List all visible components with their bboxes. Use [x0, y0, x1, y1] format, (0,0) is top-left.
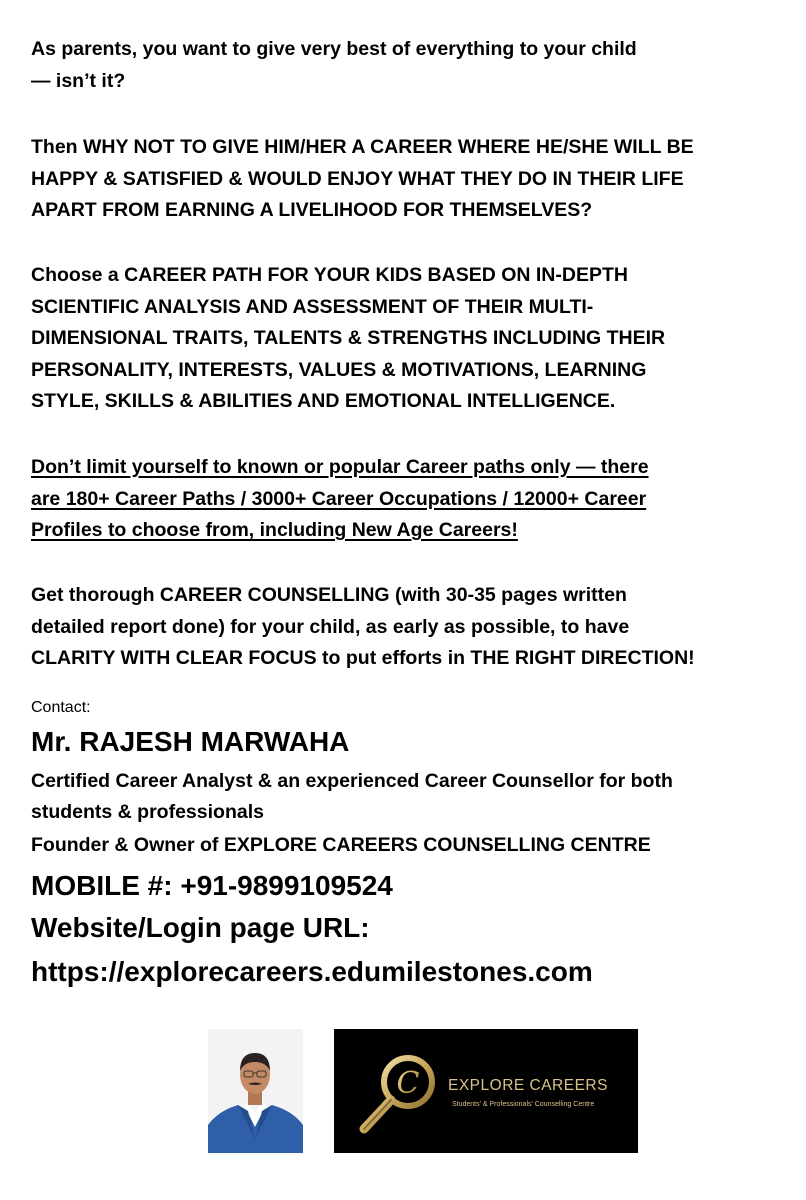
text-line: APART FROM EARNING A LIVELIHOOD FOR THEMSELVES? [31, 199, 593, 221]
text-line: Choose a CAREER PATH FOR YOUR KIDS BASED ON IN-DEPTH [31, 264, 628, 286]
text-line: STYLE, SKILLS & ABILITIES AND EMOTIONAL INTELLIGENCE. [31, 390, 616, 412]
career-options-paragraph [31, 452, 791, 547]
counselling-paragraph [31, 580, 791, 675]
contact-founder-line [31, 830, 791, 861]
text-line: detailed report done) for your child, as early as possible, to have [31, 615, 630, 638]
text-line: Profiles to choose from, including New Age Careers! [31, 519, 518, 541]
portrait-illustration [208, 1029, 303, 1153]
text-line: — isn’t it? [31, 69, 126, 92]
text-line: SCIENTIFIC ANALYSIS AND ASSESSMENT OF THEIR MULTI- [31, 295, 594, 318]
logo-monogram: C [396, 1066, 420, 1101]
contact-credentials [31, 766, 791, 828]
website-url[interactable]: https://explorecareers.edumilestones.com [31, 956, 593, 987]
mobile-number: MOBILE #: +91-9899109524 [31, 870, 393, 901]
counsellor-photo [208, 1029, 303, 1153]
logo-subtitle: Students’ & Professionals’ Counselling Centre [452, 1101, 595, 1108]
contact-name: Mr. RAJESH MARWAHA [31, 726, 350, 757]
text-line: DIMENSIONAL TRAITS, TALENTS & STRENGTHS INCLUDING THEIR [31, 327, 666, 349]
text-line: Don’t limit yourself to known or popular Career paths only — there [31, 456, 649, 478]
intro-paragraph [31, 34, 791, 97]
text-line: Certified Career Analyst & an experienced Career Counsellor for both [31, 770, 673, 792]
text-line: CLARITY WITH CLEAR FOCUS to put efforts in THE RIGHT DIRECTION! [31, 647, 695, 669]
contact-label: Contact: [31, 699, 91, 716]
text-line: are 180+ Career Paths / 3000+ Career Occupations / 12000+ Career [31, 487, 647, 510]
text-line: Get thorough CAREER COUNSELLING (with 30-35 pages written [31, 584, 627, 606]
text-line: HAPPY & SATISFIED & WOULD ENJOY WHAT THEY DO IN THEIR LIFE [31, 167, 684, 190]
text-line: Founder & Owner of EXPLORE CAREERS COUNSELLING CENTRE [31, 834, 651, 856]
career-path-paragraph [31, 260, 791, 418]
text-line: Then WHY NOT TO GIVE HIM/HER A CAREER WHERE HE/SHE WILL BE [31, 136, 694, 158]
text-line: As parents, you want to give very best of everything to your child [31, 38, 637, 60]
text-line: PERSONALITY, INTERESTS, VALUES & MOTIVATIONS, LEARNING [31, 358, 647, 381]
website-label: Website/Login page URL: [31, 912, 370, 943]
text-line: students & professionals [31, 801, 264, 823]
explore-careers-logo [334, 1029, 638, 1153]
logo-title: EXPLORE CAREERS [448, 1077, 608, 1094]
career-question-paragraph [31, 132, 791, 227]
